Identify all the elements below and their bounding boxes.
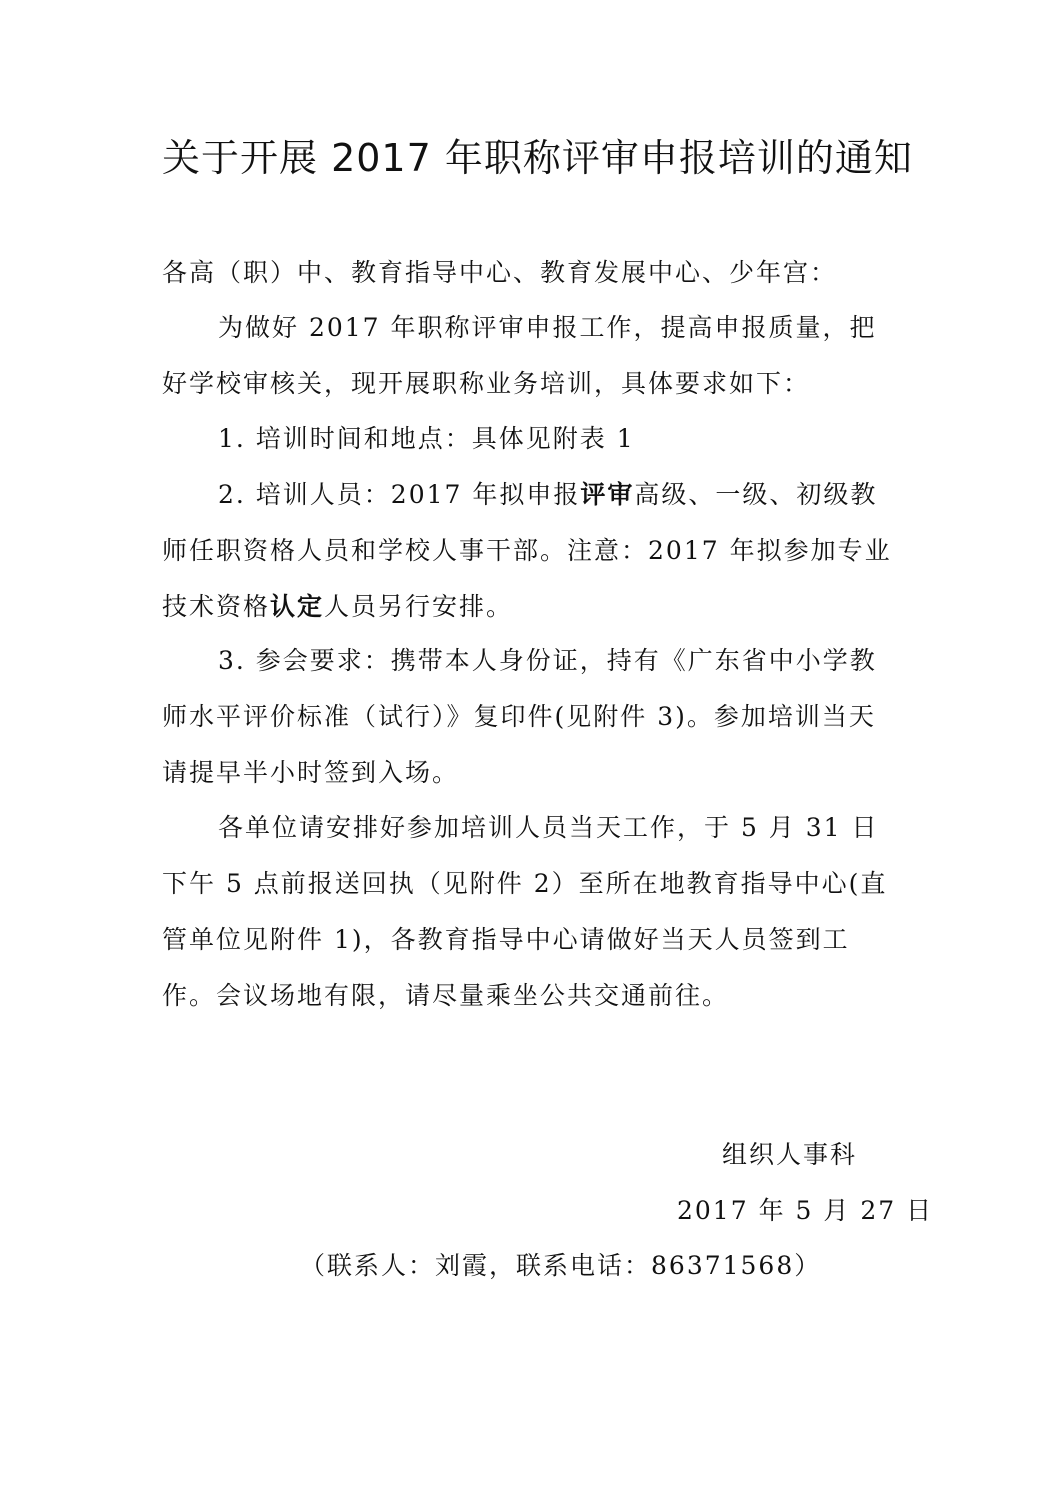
- addressee: 各高（职）中、教育指导中心、教育发展中心、少年宫：: [162, 258, 838, 287]
- contact-info: （联系人：刘霞，联系电话：86371568）: [300, 1251, 822, 1280]
- item-training-personnel: [162, 467, 892, 635]
- item2-emphasis-recognition: 认定: [270, 592, 325, 621]
- item-attendance-requirements: 3. 参会要求：携带本人身份证，持有《广东省中小学教师水平评价标准（试行）》复印件(见附件 3)。参加培训当天请提早半小时签到入场。: [162, 646, 877, 787]
- notice-title: 关于开展 2017 年职称评审申报培训的通知: [162, 136, 913, 180]
- item2-emphasis-review: 评审: [580, 480, 635, 509]
- item2-text-start: 2. 培训人员：2017 年拟申报: [218, 480, 581, 509]
- item-training-time-place: 1. 培训时间和地点：具体见附表 1: [218, 424, 635, 453]
- closing-paragraph: 各单位请安排好参加培训人员当天工作，于 5 月 31 日下午 5 点前报送回执（见附件 2）至所在地教育指导中心(直管单位见附件 1)，各教育指导中心请做好当天人员签到工作。会议场地有限，请尽量乘坐公共交通前往。: [162, 813, 888, 1010]
- issuing-department: 组织人事科: [722, 1140, 858, 1169]
- intro-paragraph: 为做好 2017 年职称评审申报工作，提高申报质量，把好学校审核关，现开展职称业务培训，具体要求如下：: [162, 313, 877, 398]
- issue-date: 2017 年 5 月 27 日: [677, 1196, 934, 1225]
- item2-text-end: 人员另行安排。: [324, 592, 514, 621]
- item2-text-middle: 高级、一级、初级教师任职资格人员和学校人事干部。注意：2017 年拟参加专业技术资格: [162, 480, 892, 621]
